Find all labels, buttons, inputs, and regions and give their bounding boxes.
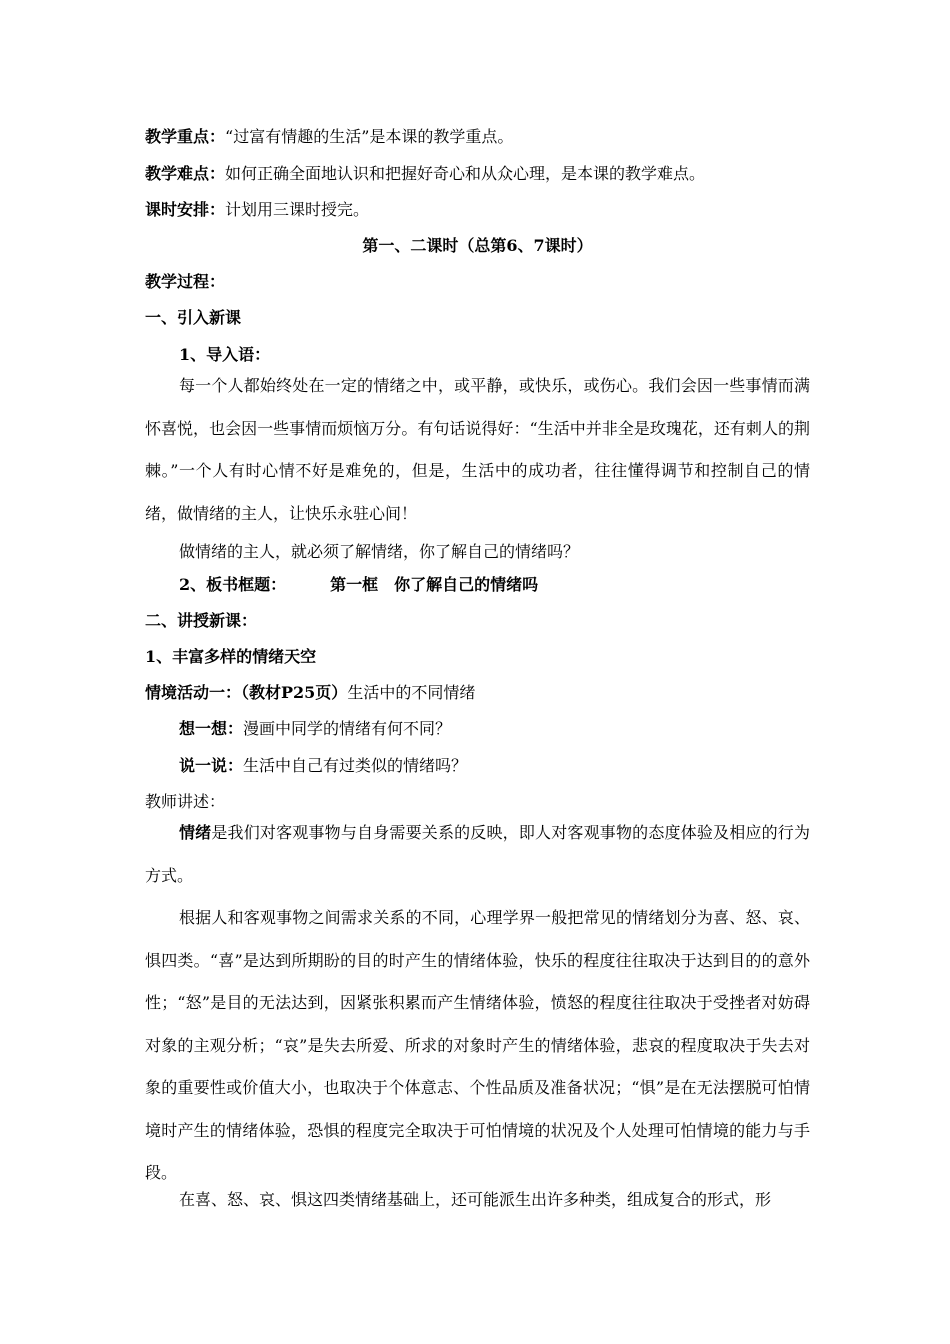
schedule-text: 计划用三课时授完。 — [225, 200, 370, 219]
teaching-process-heading: 教学过程： — [145, 272, 226, 291]
schedule-label: 课时安排： — [145, 200, 226, 219]
section-two-heading: 二、讲授新课： — [145, 611, 258, 630]
intro-paragraph-2: 做情绪的主人，就必须了解情绪，你了解自己的情绪吗？ — [179, 542, 580, 561]
board-label: 2、板书框题： — [179, 575, 287, 594]
last-paragraph: 在喜、怒、哀、惧这四类情绪基础上，还可能派生出许多种类，组成复合的形式，形 — [179, 1190, 772, 1209]
teaching-difficulty — [145, 164, 810, 184]
activity-label: 情境活动一：（教材P25页） — [145, 683, 348, 702]
teaching-key-point — [145, 127, 810, 147]
activity-text: 生活中的不同情绪 — [347, 683, 476, 702]
definition-paragraph — [145, 812, 810, 897]
categories-paragraph: 根据人和客观事物之间需求关系的不同，心理学界一般把常见的情绪划分为喜、怒、哀、惧四类。“喜”是达到所期盼的目的时产生的情绪体验，快乐的程度往往取决于达到目的的意外性；“怒”是目的无法达到，因紧张积累而产生情绪体验，愤怒的程度往往取决于受挫者对妨碍对象的主观分析；“哀”是失去所爱、所求的对象时产生的情绪体验，悲哀的程度取决于失去对象的重要性或价值大小，也取决于个体意志、个性品质及准备状况；“惧”是在无法摆脱可怕情境时产生的情绪体验，恐惧的程度完全取决于可怕情境的状况及个人处理可怕情境的能力与手段。 — [145, 908, 810, 1182]
key-text: “过富有情趣的生活”是本课的教学重点。 — [225, 127, 514, 146]
definition-term: 情绪 — [179, 823, 212, 842]
say-line — [145, 756, 844, 776]
say-label: 说一说： — [179, 756, 244, 775]
intro-heading: 1、导入语： — [179, 345, 271, 364]
session-title: 第一、二课时（总第6、7课时） — [362, 236, 593, 255]
difficulty-text: 如何正确全面地认识和把握好奇心和从众心理，是本课的教学难点。 — [225, 164, 706, 183]
difficulty-label: 教学难点： — [145, 164, 226, 183]
section-one-heading: 一、引入新课 — [145, 308, 242, 327]
intro-paragraph: 每一个人都始终处在一定的情绪之中，或平静，或快乐，或伤心。我们会因一些事情而满怀喜悦，也会因一些事情而烦恼万分。有句话说得好：“生活中并非全是玫瑰花，还有刺人的荆棘。”一个人有时心情不好是难免的，但是，生活中的成功者，往往懂得调节和控制自己的情绪，做情绪的主人，让快乐永驻心间！ — [145, 376, 810, 523]
subsection-one-heading: 1、丰富多样的情绪天空 — [145, 647, 317, 666]
lesson-schedule — [145, 200, 810, 220]
activity-line — [145, 683, 810, 703]
definition-text: 是我们对客观事物与自身需要关系的反映，即人对客观事物的态度体验及相应的行为方式。 — [145, 823, 810, 885]
think-label: 想一想： — [179, 719, 244, 738]
key-label: 教学重点： — [145, 127, 226, 146]
think-text: 漫画中同学的情绪有何不同？ — [243, 719, 452, 738]
board-title: 第一框 你了解自己的情绪吗 — [330, 575, 539, 594]
teacher-narration-label: 教师讲述： — [145, 792, 226, 811]
board-title-line — [145, 575, 844, 595]
say-text: 生活中自己有过类似的情绪吗？ — [243, 756, 468, 775]
think-line — [145, 719, 844, 739]
